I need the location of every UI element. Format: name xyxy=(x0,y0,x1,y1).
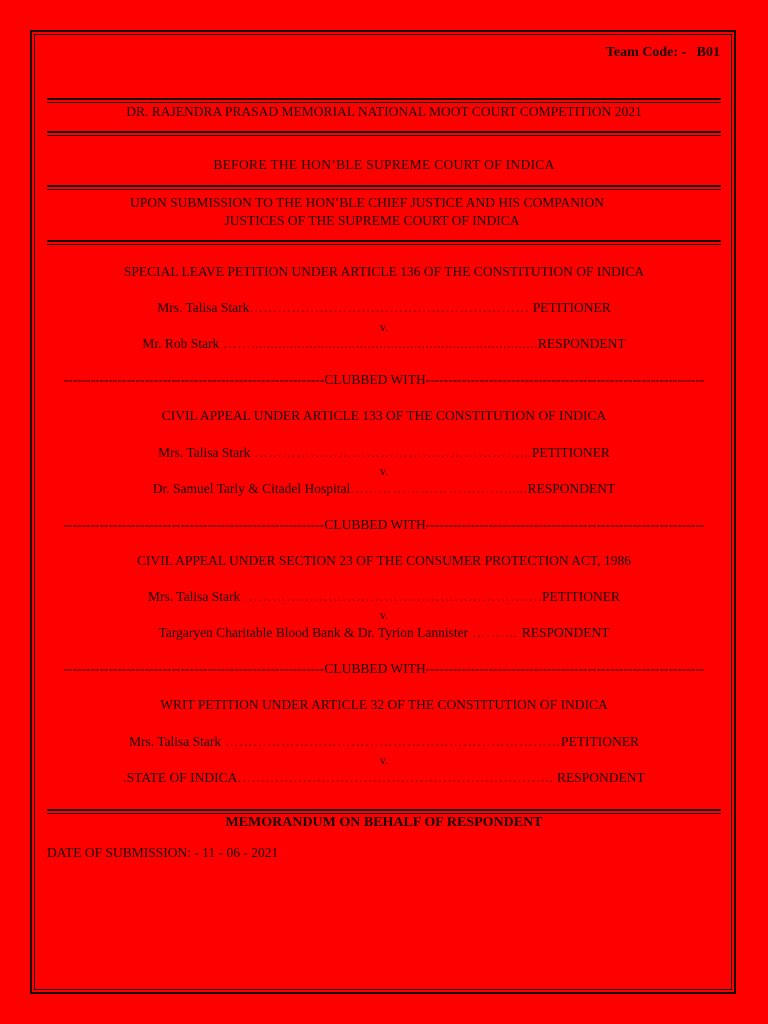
dot-leader: ………………………………………………………. xyxy=(240,589,542,604)
party-name: Dr. Samuel Tarly & Citadel Hospital xyxy=(152,481,351,496)
versus: v. xyxy=(379,464,389,478)
versus: v. xyxy=(379,608,389,622)
memorandum-title: MEMORANDUM ON BEHALF OF RESPONDENT xyxy=(225,815,543,830)
party-name: Mrs. Talisa Stark xyxy=(157,300,250,315)
case-heading: WRIT PETITION UNDER ARTICLE 32 OF THE CONSTITUTION OF INDICA xyxy=(160,697,608,712)
petitioner-line xyxy=(47,445,721,461)
respondent-line xyxy=(47,336,721,352)
dot-leader: ………………………………………………………….. xyxy=(237,770,557,785)
versus: v. xyxy=(379,753,389,767)
submission-line-2: JUSTICES OF THE SUPREME COURT OF INDICA xyxy=(224,213,520,228)
case-heading: CIVIL APPEAL UNDER SECTION 23 OF THE CONSUMER PROTECTION ACT, 1986 xyxy=(137,553,631,568)
petitioner-line xyxy=(47,734,721,750)
respondent-line xyxy=(47,770,721,786)
party-name: Targaryen Charitable Blood Bank & Dr. Tyrion Lannister xyxy=(158,625,469,640)
divider-rule xyxy=(47,131,721,136)
divider-rule xyxy=(47,240,721,245)
clubbed-with-separator: ----------------------------------------------------------CLUBBED WITH-------------------------------------------------------------- xyxy=(63,661,705,676)
court-title: BEFORE THE HON’BLE SUPREME COURT OF INDICA xyxy=(213,157,555,172)
divider-rule xyxy=(47,98,721,103)
case-heading: CIVIL APPEAL UNDER ARTICLE 133 OF THE CONSTITUTION OF INDICA xyxy=(161,408,607,423)
petitioner-line xyxy=(47,300,721,316)
party-role: PETITIONER xyxy=(541,589,620,604)
versus: v. xyxy=(379,320,389,334)
divider-rule xyxy=(47,809,721,814)
party-role: RESPONDENT xyxy=(521,625,610,640)
party-name: Mrs. Talisa Stark xyxy=(148,589,241,604)
party-name: Mrs. Talisa Stark xyxy=(158,445,251,460)
dot-leader: ………. xyxy=(468,625,522,640)
clubbed-with-separator: ----------------------------------------------------------CLUBBED WITH-------------------------------------------------------------- xyxy=(63,372,705,387)
party-name: Mrs. Talisa Stark xyxy=(128,734,222,749)
party-role: RESPONDENT xyxy=(527,481,616,496)
competition-title: DR. RAJENDRA PRASAD MEMORIAL NATIONAL MOOT COURT COMPETITION 2021 xyxy=(126,104,642,119)
dot-leader: ……………………………………………………………… xyxy=(221,734,562,749)
party-role: RESPONDENT xyxy=(537,336,626,351)
team-code: Team Code: - B01 xyxy=(605,45,720,60)
respondent-line xyxy=(47,625,721,641)
submission-date: DATE OF SUBMISSION: - 11 - 06 - 2021 xyxy=(47,845,279,860)
case-heading: SPECIAL LEAVE PETITION UNDER ARTICLE 136 OF THE CONSTITUTION OF INDICA xyxy=(123,264,645,279)
dot-leader: …………………………………………………… xyxy=(249,300,530,315)
party-role: RESPONDENT xyxy=(556,770,645,785)
party-name: .STATE OF INDICA xyxy=(123,770,238,785)
clubbed-with-separator: ----------------------------------------------------------CLUBBED WITH-------------------------------------------------------------- xyxy=(63,517,705,532)
petitioner-line xyxy=(47,589,721,605)
dot-leader: ……………………………...... xyxy=(350,481,528,496)
party-role: PETITIONER xyxy=(561,734,640,749)
respondent-line xyxy=(47,481,721,497)
party-role: PETITIONER xyxy=(531,445,610,460)
dot-leader: …………………………………………………... xyxy=(250,445,532,460)
dot-leader: …….......................................................................... xyxy=(219,336,538,351)
divider-rule xyxy=(47,185,721,190)
submission-line-1: UPON SUBMISSION TO THE HON’BLE CHIEF JUSTICE AND HIS COMPANION xyxy=(130,195,604,210)
party-name: Mr. Rob Stark xyxy=(142,336,220,351)
party-role: PETITIONER xyxy=(529,300,611,315)
